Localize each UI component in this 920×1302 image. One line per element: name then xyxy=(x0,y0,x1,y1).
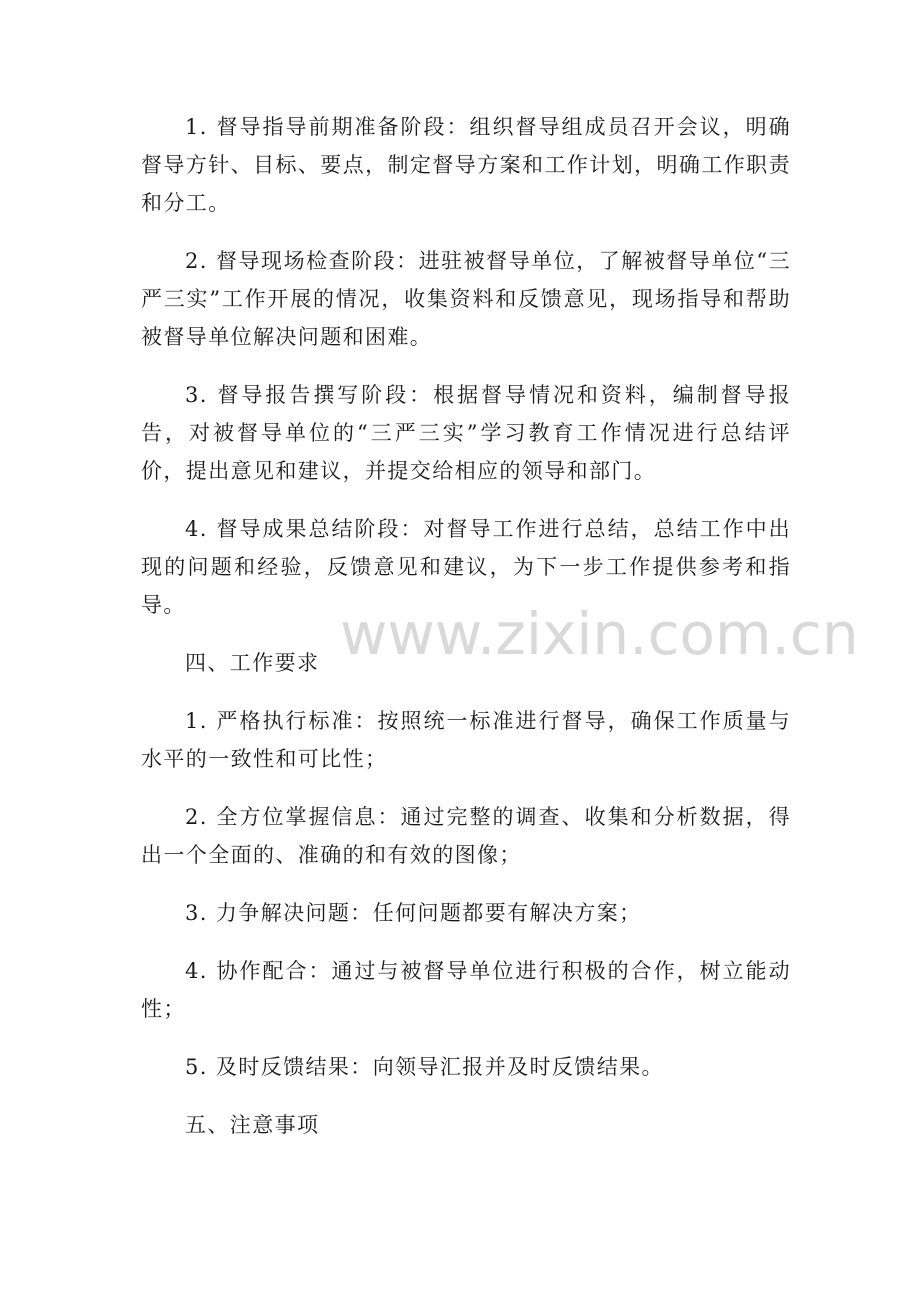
section-heading-work-requirements: 四、工作要求 xyxy=(185,651,320,675)
paragraph-stage-4: 4. 督导成果总结阶段：对督导工作进行总结，总结工作中出现的问题和经验，反馈意见和建议，为下一步工作提供参考和指导。 xyxy=(141,517,791,617)
requirement-item-3: 3. 力争解决问题：任何问题都要有解决方案； xyxy=(185,901,642,925)
requirement-item-4: 4. 协作配合：通过与被督导单位进行积极的合作，树立能动性； xyxy=(141,959,791,1021)
document-body xyxy=(141,108,791,1164)
watermark: www.zixin.com.cn xyxy=(340,600,859,668)
requirement-item-5: 5. 及时反馈结果：向领导汇报并及时反馈结果。 xyxy=(185,1055,664,1079)
requirement-item-2: 2. 全方位掌握信息：通过完整的调查、收集和分析数据，得出一个全面的、准确的和有效的图像； xyxy=(141,805,791,867)
paragraph-stage-3: 3. 督导报告撰写阶段：根据督导情况和资料，编制督导报告，对被督导单位的“三严三实”学习教育工作情况进行总结评价，提出意见和建议，并提交给相应的领导和部门。 xyxy=(141,383,791,483)
requirement-item-1: 1. 严格执行标准：按照统一标准进行督导，确保工作质量与水平的一致性和可比性； xyxy=(141,709,791,771)
paragraph-stage-1: 1. 督导指导前期准备阶段：组织督导组成员召开会议，明确督导方针、目标、要点，制定督导方案和工作计划，明确工作职责和分工。 xyxy=(141,115,791,215)
section-heading-notes: 五、注意事项 xyxy=(185,1113,320,1137)
paragraph-stage-2: 2. 督导现场检查阶段：进驻被督导单位，了解被督导单位“三严三实”工作开展的情况，收集资料和反馈意见，现场指导和帮助被督导单位解决问题和困难。 xyxy=(141,249,791,349)
